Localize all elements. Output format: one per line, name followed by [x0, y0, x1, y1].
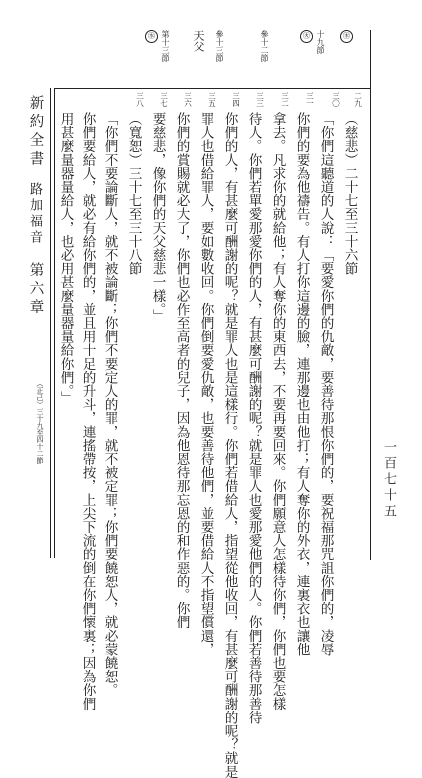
footnote-text: 天父: [192, 30, 205, 52]
footnote-text: 參十二節: [260, 30, 269, 62]
footnote-marker: ㊌: [145, 30, 158, 43]
verse-number: 三五: [207, 92, 217, 107]
text-column: 待人。你們若單愛那愛你們的人，有甚麼可酬謝的呢？就是罪人也愛那愛他們的人。你們若善待那善待: [245, 112, 262, 724]
text-column: 要慈悲，像你們的天父慈悲一樣。」: [149, 112, 166, 323]
book-title: 新約全書: [27, 95, 44, 169]
frame-left-rule: [50, 88, 51, 558]
verse-number: 二九: [353, 92, 363, 107]
footnote-marker: ㊍: [340, 30, 353, 43]
verse-number: 三七: [159, 92, 169, 107]
text-column: 拿去。凡求你的就給他；有人奪你的東西去，不要再要回來。你們願意人怎樣待你們，你們也要怎樣: [269, 112, 286, 711]
text-column: 你們要給人，就必有給你們的，並且用十足的升斗，連搖帶按，上尖下流的倒在你們懷裏；因為你們: [79, 112, 96, 711]
frame-left-rule-inner: [54, 88, 55, 558]
text-column: 罪人也借給罪人，要如數收回。你們倒要愛仇敵，也要善待他們，並要借給人不指望償還，: [197, 112, 214, 656]
footnote-text: 十九節: [316, 30, 325, 54]
footnote-marker: ㊋: [300, 30, 313, 43]
footnote-text: 參十三節: [215, 30, 224, 62]
text-column: （寬恕）三十七至三十八節: [125, 112, 142, 276]
verse-number: 三八: [135, 92, 145, 107]
section-note: （正己）三十九至四十二節: [36, 380, 44, 464]
page-number: 一百七十五: [381, 440, 396, 520]
gospel-title: 路加福音: [27, 182, 42, 246]
verse-number: 三六: [183, 92, 193, 107]
footnote-text: 第十三節: [161, 30, 170, 62]
footnote-divider: [54, 88, 370, 89]
chapter-title: 第六章: [27, 262, 44, 318]
text-column: 用甚麼量器量給人，也必用甚麼量器量給你們。」: [57, 112, 74, 405]
verse-number: 三三: [255, 92, 265, 107]
text-column: 「你們這聽道的人說：「要愛你們的仇敵，要善待那恨你們的，要祝福那咒詛你們的，凌辱: [317, 112, 334, 656]
verse-number: 三二: [280, 92, 290, 107]
text-column: 你們的賞賜就必大了，你們也必作至高者的兒子，因為他恩待那忘恩的和作惡的。你們: [173, 112, 190, 629]
verse-number: 三四: [231, 92, 241, 107]
text-column: （慈悲）二十七至三十六節: [341, 112, 358, 276]
text-column: 你們的人，有甚麼可酬謝的呢？就是罪人也是這樣行。你們若借給人，指望從他收回，有甚麼可酬謝的呢？就是: [221, 112, 238, 778]
verse-number: 三一: [305, 92, 315, 107]
text-column: 「你們不要論斷人，就不被論斷；你們不要定人的罪，就不被定罪；你們要饒恕人，就必蒙饒恕。: [101, 112, 118, 697]
text-column: 你們的要為他禱告。有人打你這邊的臉，連那邊也由他打；有人奪你的外衣，連裏衣也讓他: [293, 112, 310, 656]
verse-number: 三〇: [331, 92, 341, 107]
frame-right-rule: [370, 30, 371, 560]
